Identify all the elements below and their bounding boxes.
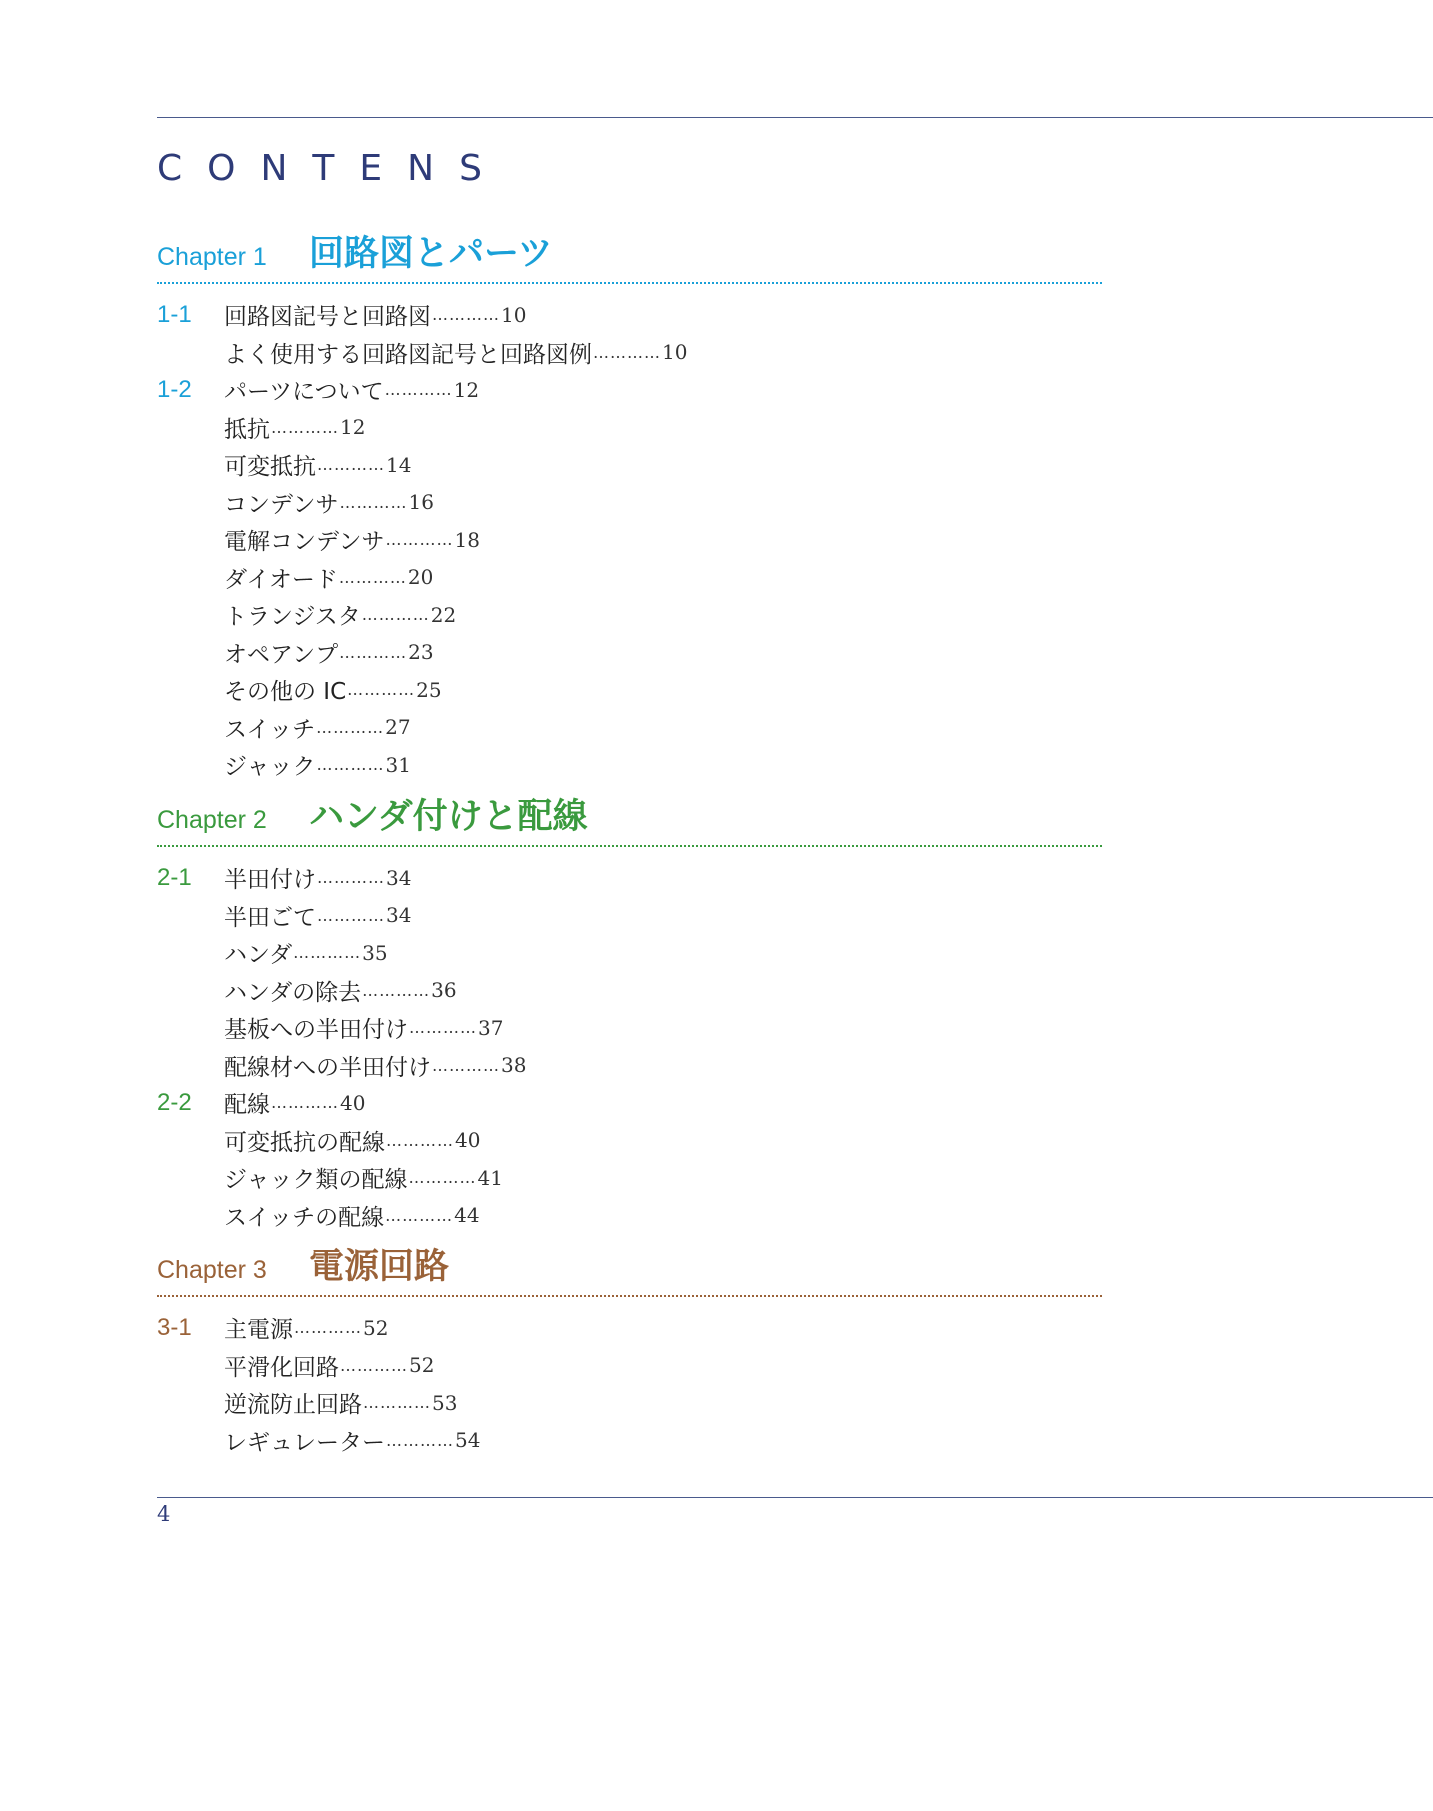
- entry-title: その他の IC: [224, 679, 347, 706]
- toc-entry[interactable]: [157, 1047, 1102, 1085]
- entry-title: オペアンプ: [224, 641, 339, 668]
- chapter-label: Chapter 3: [157, 1256, 267, 1284]
- chapter-title: ハンダ付けと配線: [309, 797, 588, 837]
- entry-title: スイッチの配線: [224, 1204, 385, 1231]
- leader-dots: …………: [363, 1393, 431, 1413]
- chapter-1: [157, 228, 1102, 784]
- leader-dots: …………: [347, 680, 416, 700]
- leader-dots: …………: [340, 1355, 408, 1375]
- toc-entry[interactable]: [157, 634, 1102, 672]
- entry-page-number: 34: [386, 903, 412, 928]
- leader-dots: …………: [432, 1055, 500, 1075]
- entry-title: 配線: [224, 1092, 270, 1119]
- entry-page-number: 27: [385, 715, 411, 740]
- toc-entry[interactable]: [157, 1009, 1102, 1047]
- entry-page-number: 25: [416, 677, 442, 702]
- toc-entry[interactable]: [157, 1422, 1102, 1460]
- leader-dots: …………: [317, 905, 385, 925]
- entry-title: 平滑化回路: [224, 1354, 339, 1381]
- chapter-header: [157, 1241, 1102, 1297]
- entry-page-number: 18: [454, 527, 480, 552]
- toc-entry[interactable]: [157, 1347, 1102, 1385]
- entry-title: 配線材への半田付け: [224, 1054, 431, 1081]
- leader-dots: …………: [593, 342, 661, 362]
- leader-dots: …………: [294, 1318, 362, 1338]
- section-number: 3-1: [157, 1313, 192, 1341]
- top-rule: [157, 117, 1433, 118]
- chapter-header: [157, 791, 1102, 847]
- chapter-2: [157, 791, 1102, 1234]
- leader-dots: …………: [432, 305, 500, 325]
- entry-page-number: 40: [455, 1128, 481, 1153]
- section-number: 1-1: [157, 300, 192, 328]
- leader-dots: …………: [316, 717, 385, 737]
- toc-entry[interactable]: [157, 1159, 1102, 1197]
- chapter-header: [157, 228, 1102, 284]
- entry-title: ジャック類の配線: [224, 1167, 408, 1194]
- entry-page-number: 41: [477, 1165, 503, 1190]
- toc-entry[interactable]: [157, 746, 1102, 784]
- entry-title: 基板への半田付け: [224, 1017, 408, 1044]
- page-title: CONTENS: [157, 148, 507, 189]
- leader-dots: …………: [385, 1205, 454, 1225]
- entry-title: スイッチ: [224, 716, 316, 743]
- toc-entry[interactable]: [157, 859, 1102, 897]
- toc-entry[interactable]: [157, 1384, 1102, 1422]
- entry-title: 回路図記号と回路図: [224, 304, 431, 331]
- chapter-entries: [157, 296, 1102, 784]
- entry-title: ハンダ: [224, 942, 293, 969]
- toc-entry[interactable]: [157, 934, 1102, 972]
- leader-dots: …………: [386, 1430, 454, 1450]
- entry-title: ハンダの除去: [224, 979, 362, 1006]
- entry-title: 電解コンデンサ: [224, 529, 385, 556]
- toc-entry[interactable]: [157, 371, 1102, 409]
- entry-title: 可変抵抗: [224, 454, 316, 481]
- leader-dots: …………: [316, 755, 385, 775]
- leader-dots: …………: [408, 1168, 477, 1188]
- leader-dots: …………: [339, 492, 408, 512]
- toc-entry[interactable]: [157, 1197, 1102, 1235]
- toc-entry[interactable]: [157, 521, 1102, 559]
- leader-dots: …………: [271, 417, 339, 437]
- entry-page-number: 37: [478, 1015, 504, 1040]
- toc-entry[interactable]: [157, 409, 1102, 447]
- entry-title: 主電源: [224, 1317, 293, 1344]
- toc-entry[interactable]: [157, 897, 1102, 935]
- chapter-label: Chapter 1: [157, 243, 267, 271]
- section-number: 2-2: [157, 1088, 192, 1116]
- leader-dots: …………: [317, 455, 385, 475]
- entry-page-number: 53: [432, 1390, 458, 1415]
- leader-dots: …………: [271, 1093, 339, 1113]
- entry-page-number: 44: [454, 1203, 480, 1228]
- entry-title: ダイオード: [224, 566, 338, 593]
- entry-title: コンデンサ: [224, 491, 339, 518]
- toc-entry[interactable]: [157, 1309, 1102, 1347]
- entry-page-number: 34: [386, 865, 412, 890]
- leader-dots: …………: [338, 567, 407, 587]
- toc-entry[interactable]: [157, 334, 1102, 372]
- leader-dots: …………: [384, 380, 453, 400]
- entry-page-number: 10: [501, 302, 527, 327]
- entry-page-number: 35: [362, 940, 388, 965]
- chapter-label: Chapter 2: [157, 806, 267, 834]
- leader-dots: …………: [339, 642, 408, 662]
- chapter-entries: [157, 1309, 1102, 1459]
- entry-title: 半田付け: [224, 867, 316, 894]
- entry-title: 抵抗: [224, 416, 270, 443]
- entry-page-number: 40: [340, 1090, 366, 1115]
- entry-title: パーツについて: [224, 379, 384, 406]
- chapter-entries: [157, 859, 1102, 1234]
- entry-page-number: 38: [501, 1053, 527, 1078]
- toc-entry[interactable]: [157, 296, 1102, 334]
- entry-page-number: 22: [430, 602, 457, 627]
- entry-page-number: 52: [409, 1353, 435, 1378]
- entry-page-number: 54: [455, 1428, 481, 1453]
- leader-dots: …………: [293, 943, 362, 963]
- leader-dots: …………: [386, 1130, 454, 1150]
- entry-title: よく使用する回路図記号と回路図例: [224, 341, 592, 368]
- entry-title: レギュレーター: [224, 1429, 385, 1456]
- entry-page-number: 23: [408, 640, 434, 665]
- section-number: 2-1: [157, 863, 192, 891]
- entry-page-number: 10: [662, 340, 688, 365]
- toc-entry[interactable]: [157, 1084, 1102, 1122]
- leader-dots: …………: [317, 868, 385, 888]
- entry-title: 半田ごて: [224, 904, 316, 931]
- toc-entry[interactable]: [157, 671, 1102, 709]
- chapter-title: 回路図とパーツ: [309, 234, 553, 274]
- entry-title: 逆流防止回路: [224, 1392, 362, 1419]
- section-number: 1-2: [157, 375, 192, 403]
- toc-entry[interactable]: [157, 559, 1102, 597]
- toc-entry[interactable]: [157, 1122, 1102, 1160]
- toc-entry[interactable]: [157, 596, 1102, 634]
- entry-title: トランジスタ: [224, 604, 361, 631]
- entry-page-number: 12: [340, 415, 366, 440]
- leader-dots: …………: [385, 530, 454, 550]
- toc-entry[interactable]: [157, 446, 1102, 484]
- toc-entry[interactable]: [157, 972, 1102, 1010]
- entry-page-number: 16: [408, 490, 434, 515]
- chapter-title: 電源回路: [309, 1247, 450, 1287]
- leader-dots: …………: [409, 1018, 477, 1038]
- chapter-3: [157, 1241, 1102, 1459]
- entry-page-number: 31: [385, 752, 411, 777]
- toc-entry[interactable]: [157, 709, 1102, 747]
- bottom-rule: [157, 1497, 1433, 1498]
- entry-page-number: 36: [431, 978, 457, 1003]
- leader-dots: …………: [361, 605, 430, 625]
- entry-page-number: 20: [407, 565, 434, 590]
- page-number: 4: [157, 1502, 171, 1526]
- entry-title: 可変抵抗の配線: [224, 1129, 385, 1156]
- entry-page-number: 12: [453, 377, 480, 402]
- entry-title: ジャック: [224, 754, 316, 781]
- leader-dots: …………: [362, 980, 431, 1000]
- entry-page-number: 14: [386, 452, 412, 477]
- toc-entry[interactable]: [157, 484, 1102, 522]
- entry-page-number: 52: [363, 1315, 389, 1340]
